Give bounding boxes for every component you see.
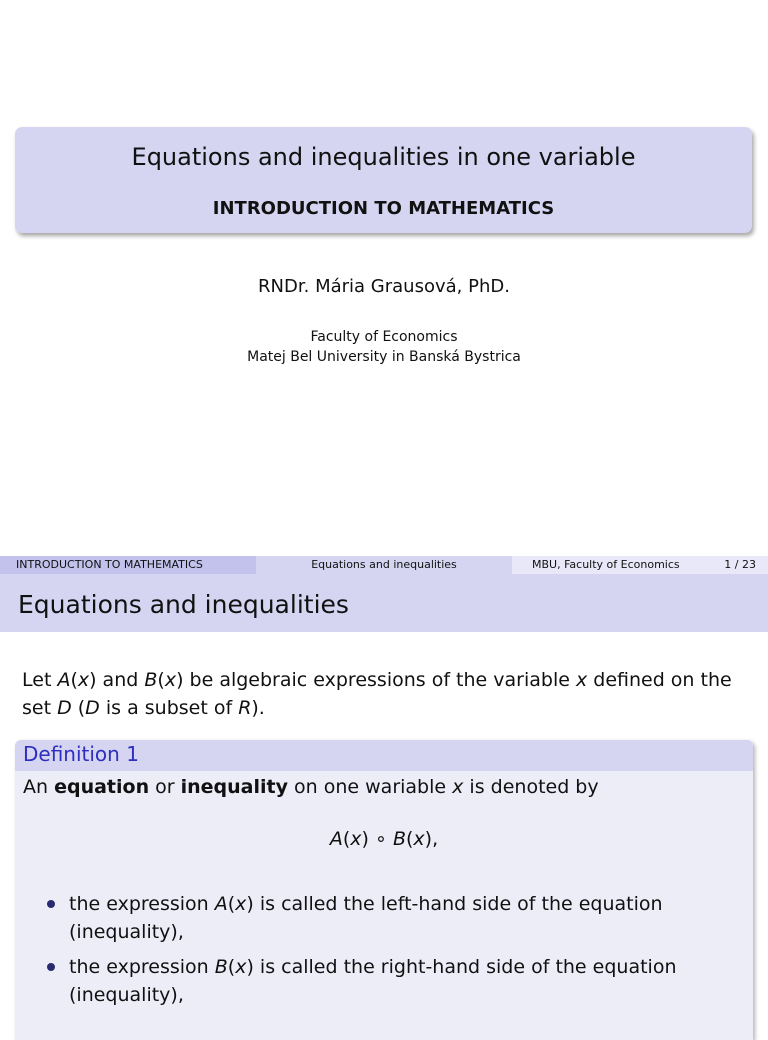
footer-short-title: Equations and inequalities (256, 556, 512, 574)
definition-block (15, 740, 753, 1040)
footer-institution: MBU, Faculty of Economics (532, 558, 680, 571)
intro-paragraph: Let A(x) and B(x) be algebraic expressions of the variable x defined on the set D (D is a subset of R). (22, 669, 732, 719)
page-number: 1 / 23 (724, 558, 756, 571)
frame-header (0, 574, 768, 632)
bullet-icon (47, 963, 55, 971)
footer-bar (0, 556, 768, 574)
frame-title: Equations and inequalities (18, 590, 349, 619)
definition-text: An equation or inequality on one wariable x is denoted by (23, 776, 599, 798)
institute-line-1: Faculty of Economics (310, 329, 458, 345)
definition-title: Definition 1 (23, 742, 139, 766)
list-item: the expression B(x) is called the right-hand side of the equation (inequality), (37, 953, 727, 1009)
institute-line-2: Matej Bel University in Banská Bystrica (247, 349, 521, 365)
author-name: RNDr. Mária Grausová, PhD. (258, 276, 510, 297)
definition-header (15, 740, 753, 771)
list-item: the expression A(x) is called the left-hand side of the equation (inequality), (37, 890, 727, 946)
footer-course: INTRODUCTION TO MATHEMATICS (0, 556, 256, 574)
definition-formula: A(x) ∘ B(x), (329, 828, 439, 850)
definition-bullets (37, 890, 727, 1016)
footer-right (512, 556, 768, 574)
bullet-icon (47, 900, 55, 908)
presentation-subtitle: INTRODUCTION TO MATHEMATICS (212, 198, 555, 219)
title-box (15, 127, 752, 233)
presentation-title: Equations and inequalities in one variable (131, 143, 636, 171)
